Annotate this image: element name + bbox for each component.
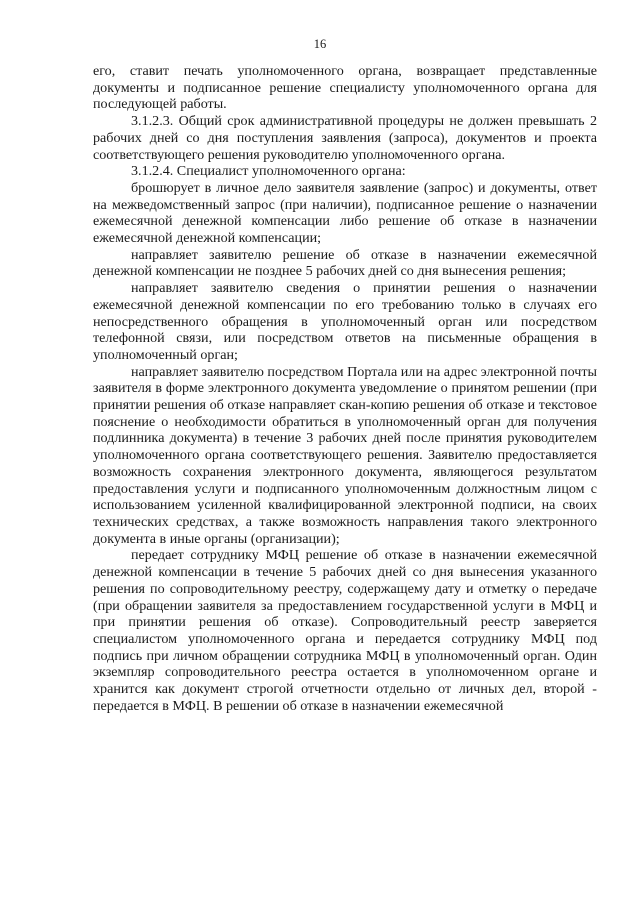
page-number: 16 (313, 37, 327, 51)
paragraph-3-1-2-4: 3.1.2.4. Специалист уполномоченного органа: (131, 163, 406, 180)
paragraph-3-1-2-3: 3.1.2.3. Общий срок административной процедуры не должен превышать 2 рабочих дней со дня поступления заявления (запроса), документов и проекта соответствующего решения руководителю уполномоченного органа. (93, 113, 597, 163)
paragraph-transfers-to-mfc: передает сотруднику МФЦ решение об отказе в назначении ежемесячной денежной компенсации в течение 5 рабочих дней со дня вынесения указанного решения по сопроводительному реестру, содержащему дату и отметку о передаче (при обращении заявителя за предоставлением государственной услуги в МФЦ и при принятии решения об отказе). Сопроводительный реестр заверяется специалистом уполномоченного органа и передается сотруднику МФЦ под подпись при личном обращении сотрудника МФЦ в уполномоченный орган. Один экземпляр сопроводительного реестра остается в уполномоченном органе и хранится как документ строгой отчетности отдельно от личных дел, второй - передается в МФЦ. В решении об отказе в назначении ежемесячной (93, 547, 597, 714)
paragraph-sends-info: направляет заявителю сведения о принятии решения о назначении ежемесячной денежной компенсации по его требованию только в случаях его непосредственного обращения в уполномоченный орган или посредством телефонной связи, или посредством ответов на письменные обращения в уполномоченный орган; (93, 280, 597, 363)
paragraph-continuation: его, ставит печать уполномоченного органа, возвращает представленные документы и подписанное решение специалисту уполномоченного органа для последующей работы. (93, 63, 597, 113)
paragraph-sends-refusal: направляет заявителю решение об отказе в назначении ежемесячной денежной компенсации не позднее 5 рабочих дней со дня вынесения решения; (93, 246, 597, 280)
paragraph-sends-electronic: направляет заявителю посредством Портала или на адрес электронной почты заявителя в форме электронного документа уведомление о принятом решении (при принятии решения об отказе направляет скан-копию решения об отказе и текстовое пояснение о необходимости обратиться в уполномоченный орган для получения подлинника документа) в течение 3 рабочих дней после принятия руководителем уполномоченного органа соответствующего решения. Заявителю предоставляется возможность сохранения электронного документа, являющегося результатом предоставления услуги и подписанного уполномоченным должностным лицом с использованием усиленной квалифицированной электронной подписи, на своих технических средствах, а также возможность направления такого электронного документа в иные органы (организации); (93, 363, 597, 547)
document-body (93, 63, 597, 714)
paragraph-binds-case-file: брошюрует в личное дело заявителя заявление (запрос) и документы, ответ на межведомственный запрос (при наличии), подписанное решение о назначении ежемесячной денежной компенсации либо решение об отказе в назначении ежемесячной денежной компенсации; (93, 179, 597, 247)
